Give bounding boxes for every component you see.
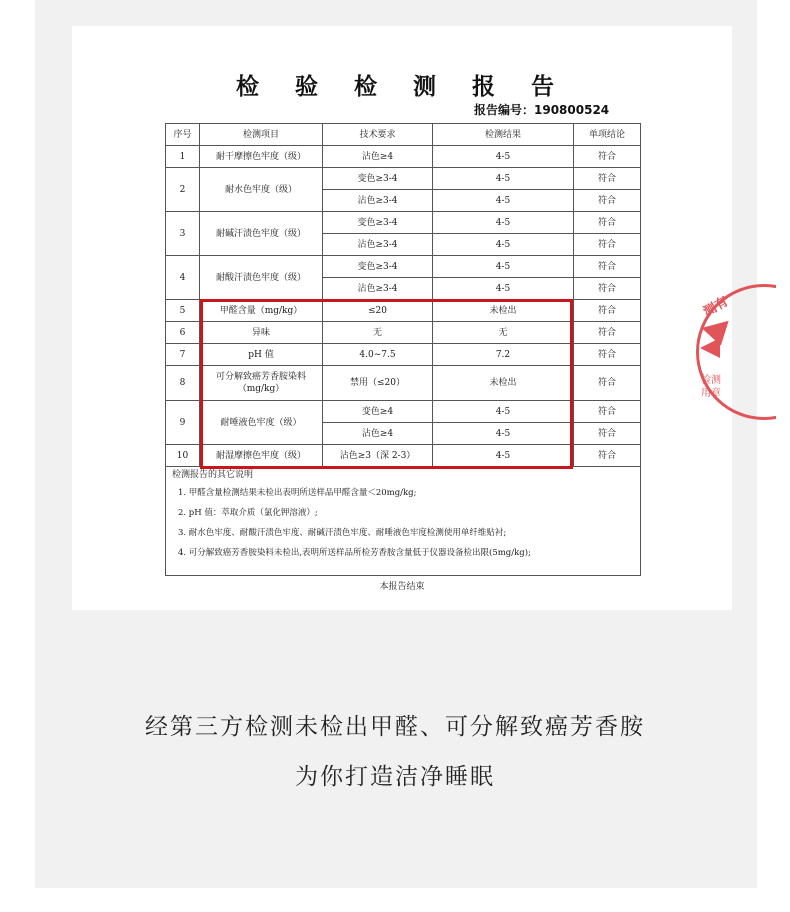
row-item: 耐唾液色牢度（级） bbox=[200, 401, 323, 445]
seal-text-line1: 检测 bbox=[701, 375, 721, 386]
table-row bbox=[166, 146, 641, 168]
table-row bbox=[166, 401, 641, 423]
row-conclusion: 符合 bbox=[574, 300, 641, 322]
row-item: 耐干摩擦色牢度（级） bbox=[200, 146, 323, 168]
table-row bbox=[166, 445, 641, 467]
row-result: 4-5 bbox=[433, 190, 574, 212]
report-number: 报告编号：190800524 bbox=[474, 103, 610, 117]
row-conclusion: 符合 bbox=[574, 168, 641, 190]
row-requirement: 无 bbox=[323, 322, 433, 344]
table-row bbox=[166, 300, 641, 322]
row-conclusion: 符合 bbox=[574, 445, 641, 467]
table-row bbox=[166, 322, 641, 344]
row-item: 耐酸汗渍色牢度（级） bbox=[200, 256, 323, 300]
row-requirement: 变色≥3-4 bbox=[323, 168, 433, 190]
report-end-mark: 本报告结束 bbox=[379, 582, 425, 592]
row-requirement: 变色≥3-4 bbox=[323, 256, 433, 278]
row-no: 5 bbox=[166, 300, 200, 322]
row-requirement: 沾色≥3-4 bbox=[323, 278, 433, 300]
row-result: 4-5 bbox=[433, 168, 574, 190]
star-icon bbox=[700, 338, 720, 358]
row-result: 4-5 bbox=[433, 234, 574, 256]
row-no: 3 bbox=[166, 212, 200, 256]
row-result: 4-5 bbox=[433, 146, 574, 168]
row-result: 4-5 bbox=[433, 212, 574, 234]
caption-line-1: 经第三方检测未检出甲醛、可分解致癌芳香胺 bbox=[145, 714, 645, 740]
row-conclusion: 符合 bbox=[574, 212, 641, 234]
table-row bbox=[166, 366, 641, 401]
table-row bbox=[166, 212, 641, 234]
row-result: 未检出 bbox=[433, 300, 574, 322]
row-no: 1 bbox=[166, 146, 200, 168]
row-requirement: 4.0~7.5 bbox=[323, 344, 433, 366]
row-item-line1: 可分解致癌芳香胺染料 bbox=[215, 372, 306, 382]
notes-row bbox=[166, 467, 641, 576]
row-no: 2 bbox=[166, 168, 200, 212]
seal-text-bottom bbox=[701, 374, 721, 400]
report-paper bbox=[72, 26, 732, 610]
row-result: 4-5 bbox=[433, 401, 574, 423]
row-requirement: 禁用（≤20） bbox=[323, 366, 433, 401]
row-result: 4-5 bbox=[433, 445, 574, 467]
row-conclusion: 符合 bbox=[574, 423, 641, 445]
header-conclusion: 单项结论 bbox=[574, 124, 641, 146]
seal-text-line2: 用章 bbox=[701, 388, 721, 399]
row-requirement: 沾色≥4 bbox=[323, 146, 433, 168]
row-result: 无 bbox=[433, 322, 574, 344]
table-row bbox=[166, 344, 641, 366]
row-result: 4-5 bbox=[433, 423, 574, 445]
row-no: 6 bbox=[166, 322, 200, 344]
caption-line-2: 为你打造洁净睡眠 bbox=[295, 764, 495, 790]
notes-title: 检测报告的其它说明 bbox=[172, 470, 254, 480]
header-result: 检测结果 bbox=[433, 124, 574, 146]
row-requirement: 沾色≥3-4 bbox=[323, 234, 433, 256]
note-item: 3. 耐水色牢度、耐酸汗渍色牢度、耐碱汗渍色牢度、耐唾液色牢度检测使用单纤维贴衬; bbox=[178, 528, 507, 538]
row-result: 未检出 bbox=[433, 366, 574, 401]
report-title: 检 验 检 测 报 告 bbox=[235, 74, 569, 100]
header-requirement: 技术要求 bbox=[323, 124, 433, 146]
row-requirement: 沾色≥3-4 bbox=[323, 190, 433, 212]
row-conclusion: 符合 bbox=[574, 146, 641, 168]
row-no: 10 bbox=[166, 445, 200, 467]
row-requirement: 沾色≥3（深 2-3） bbox=[323, 445, 433, 467]
row-item-line2: （mg/kg） bbox=[237, 384, 285, 394]
notes-cell bbox=[166, 467, 641, 576]
table-row bbox=[166, 256, 641, 278]
table-row bbox=[166, 168, 641, 190]
results-table bbox=[165, 123, 641, 576]
table-header-row bbox=[166, 124, 641, 146]
row-conclusion: 符合 bbox=[574, 278, 641, 300]
row-item: 耐碱汗渍色牢度（级） bbox=[200, 212, 323, 256]
row-item: 异味 bbox=[200, 322, 323, 344]
row-requirement: ≤20 bbox=[323, 300, 433, 322]
row-requirement: 沾色≥4 bbox=[323, 423, 433, 445]
row-result: 7.2 bbox=[433, 344, 574, 366]
row-requirement: 变色≥4 bbox=[323, 401, 433, 423]
row-item: 甲醛含量（mg/kg） bbox=[200, 300, 323, 322]
header-no: 序号 bbox=[166, 124, 200, 146]
row-requirement: 变色≥3-4 bbox=[323, 212, 433, 234]
row-no: 7 bbox=[166, 344, 200, 366]
note-item: 4. 可分解致癌芳香胺染料未检出,表明所送样品所检芳香胺含量低于仪器设备检出限(5mg/kg); bbox=[178, 548, 531, 558]
seal-text-top: 测有 bbox=[700, 294, 732, 321]
row-conclusion: 符合 bbox=[574, 344, 641, 366]
row-conclusion: 符合 bbox=[574, 256, 641, 278]
row-no: 8 bbox=[166, 366, 200, 401]
row-no: 9 bbox=[166, 401, 200, 445]
row-conclusion: 符合 bbox=[574, 190, 641, 212]
note-item: 2. pH 值：萃取介质（氯化钾溶液）; bbox=[178, 508, 318, 518]
row-item bbox=[200, 366, 323, 401]
row-conclusion: 符合 bbox=[574, 401, 641, 423]
row-item: 耐水色牢度（级） bbox=[200, 168, 323, 212]
row-no: 4 bbox=[166, 256, 200, 300]
header-item: 检测项目 bbox=[200, 124, 323, 146]
note-item: 1. 甲醛含量检测结果未检出表明所送样品甲醛含量＜20mg/kg; bbox=[178, 488, 417, 498]
inspection-seal bbox=[696, 284, 776, 420]
row-item: 耐湿摩擦色牢度（级） bbox=[200, 445, 323, 467]
row-conclusion: 符合 bbox=[574, 322, 641, 344]
row-conclusion: 符合 bbox=[574, 234, 641, 256]
row-conclusion: 符合 bbox=[574, 366, 641, 401]
row-result: 4-5 bbox=[433, 256, 574, 278]
row-item: pH 值 bbox=[200, 344, 323, 366]
row-result: 4-5 bbox=[433, 278, 574, 300]
